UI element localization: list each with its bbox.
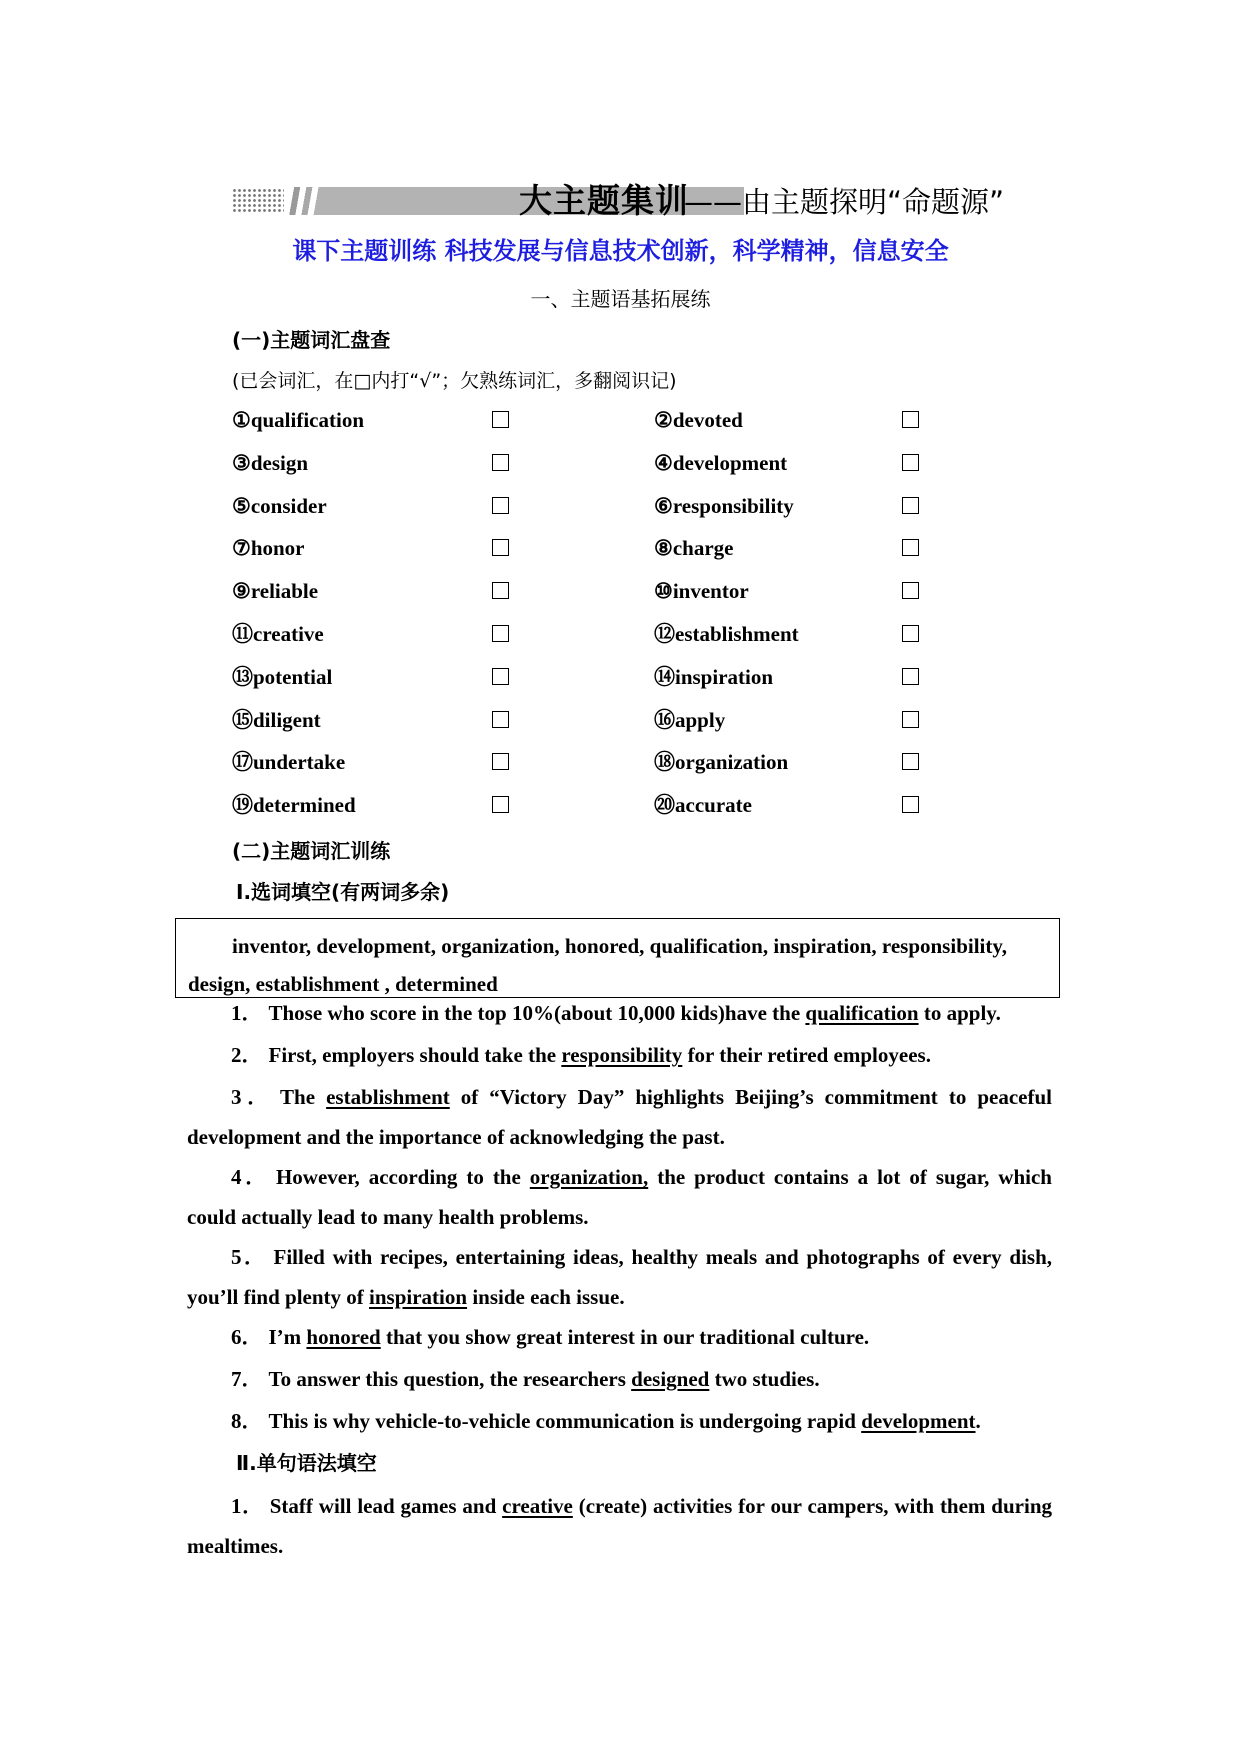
vocab-checkbox[interactable] [902,539,919,556]
item-text: Staff will lead games and [269,1494,503,1518]
vocab-row [232,491,952,534]
banner-title: 大主题集训 [519,181,689,220]
answer-blank: honored [306,1325,381,1349]
vocab-checkbox[interactable] [492,625,509,642]
vocab-checkbox[interactable] [902,711,919,728]
section-title: 一、主题语基拓展练 [530,287,711,311]
vocab-word: ②devoted [654,408,743,432]
item-number: 6． [231,1325,263,1349]
exercise-item [187,1077,1052,1157]
part1-hint: (已会词汇，在□内打“√”；欠熟练词汇，多翻阅识记) [232,370,677,392]
vocab-word: ⑱organization [654,750,789,775]
item-text: However, according to the [275,1165,530,1189]
item-number: 1． [231,1494,264,1518]
vocab-checkbox[interactable] [902,411,919,428]
item-text: that you show great interest in our traditional culture. [380,1325,870,1349]
vocab-checkbox[interactable] [902,753,919,770]
vocab-word: ⑦honor [232,536,305,561]
answer-blank: designed [631,1367,710,1391]
vocab-word: ⑤consider [232,493,327,518]
vocab-word: ③design [232,450,309,475]
answer-blank: inspiration [369,1285,468,1309]
vocab-checkbox[interactable] [902,668,919,685]
vocab-word: ⑨reliable [232,579,319,604]
word-bank-box [175,918,1060,998]
vocab-checkbox[interactable] [902,497,919,514]
item-text: To answer this question, the researchers [268,1367,632,1391]
vocab-list [232,405,952,833]
answer-blank: organization, [529,1165,649,1189]
vocab-word: ⑬potential [232,664,333,689]
exercise-item [187,1317,1052,1357]
vocab-checkbox[interactable] [492,539,509,556]
exercise-item [187,1157,1052,1237]
part1-heading: (一)主题词汇盘查 [232,328,391,352]
item-text: two studies. [709,1367,820,1391]
vocab-checkbox[interactable] [492,711,509,728]
vocab-word: ⑩inventor [654,579,749,604]
item-number: 1． [231,1001,263,1025]
vocab-word: ④development [654,450,788,475]
vocab-checkbox[interactable] [492,753,509,770]
vocab-row [232,448,952,491]
vocab-row [232,662,952,705]
vocab-word: ⑧charge [654,536,734,561]
banner [232,180,1032,224]
vocab-word: ①qualification [232,408,365,432]
vocab-checkbox[interactable] [492,796,509,813]
item-text: The [280,1085,327,1109]
grammar-heading: Ⅱ.单句语法填空 [236,1451,377,1475]
exercise-item [187,1359,1052,1399]
item-number: 8． [231,1409,263,1433]
vocab-row [232,533,952,576]
vocab-checkbox[interactable] [492,454,509,471]
item-text: the product contains a lot of sugar, which could actually lead to many health problems. [187,1165,1052,1229]
item-number: 3． [231,1085,275,1109]
vocab-word: ⑥responsibility [654,493,794,518]
item-number: 5． [231,1245,268,1269]
vocab-word: ⑪creative [232,621,324,646]
item-text: of “Victory Day” highlights Beijing’s commitment to peaceful development and the importance of acknowledging the past. [187,1085,1052,1149]
vocab-checkbox[interactable] [492,582,509,599]
item-text: Those who score in the top 10%(about 10,000 kids)have the [268,1001,806,1025]
banner-subtitle: ——由主题探明“命题源” [684,185,1005,219]
vocab-word: ⑲determined [232,793,356,818]
item-text: I’m [268,1325,307,1349]
item-text: inside each issue. [467,1285,625,1309]
answer-blank: qualification [805,1001,919,1025]
item-text: First, employers should take the [268,1043,562,1067]
answer-blank: development [861,1409,976,1433]
lesson-subtitle: 课下主题训练 科技发展与信息技术创新，科学精神，信息安全 [292,237,949,265]
vocab-checkbox[interactable] [902,582,919,599]
vocab-word: ⑭inspiration [654,664,774,689]
vocab-checkbox[interactable] [492,668,509,685]
vocab-word: ⑳accurate [654,793,752,818]
exercise-item [187,1237,1052,1317]
vocab-row [232,576,952,619]
exercise-item [187,1035,1052,1075]
vocab-word: ⑯apply [654,707,726,732]
exercise-item [187,993,1052,1033]
vocab-checkbox[interactable] [492,411,509,428]
vocab-checkbox[interactable] [902,796,919,813]
vocab-checkbox[interactable] [902,625,919,642]
vocab-word: ⑮diligent [232,707,321,732]
vocab-checkbox[interactable] [902,454,919,471]
answer-blank: responsibility [561,1043,683,1067]
item-text: (create) activities for our campers, with them during mealtimes. [187,1494,1052,1558]
answer-blank: creative [502,1494,573,1518]
item-text: for their retired employees. [682,1043,931,1067]
item-number: 2． [231,1043,263,1067]
item-number: 7． [231,1367,263,1391]
vocab-row [232,705,952,748]
answer-blank: establishment [326,1085,450,1109]
word-bank-text: inventor, development, organization, honored, qualification, inspiration, responsibility, design, establishment , determined [188,934,1007,996]
item-text: This is why vehicle-to-vehicle communication is undergoing rapid [268,1409,862,1433]
vocab-row [232,405,952,448]
vocab-row [232,747,952,790]
vocab-checkbox[interactable] [492,497,509,514]
fill-in-heading: Ⅰ.选词填空(有两词多余) [236,880,450,904]
grammar-item [187,1486,1052,1566]
vocab-row [232,790,952,833]
exercise-item [187,1401,1052,1441]
vocab-word: ⑫establishment [654,621,799,646]
part2-heading: (二)主题词汇训练 [232,839,391,863]
item-text: Filled with recipes, entertaining ideas, healthy meals and photographs of every dish, you’ll find plenty of [187,1245,1053,1309]
vocab-word: ⑰undertake [232,750,346,775]
item-text: to apply. [918,1001,1001,1025]
item-number: 4． [231,1165,270,1189]
vocab-row [232,619,952,662]
item-text: . [975,1409,981,1433]
